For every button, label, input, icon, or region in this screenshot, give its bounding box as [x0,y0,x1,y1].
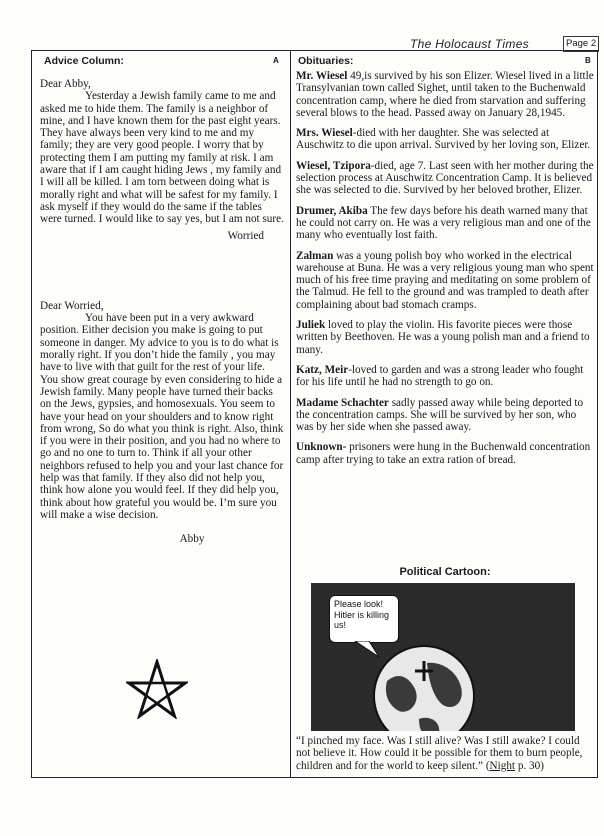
obituary-entry: Wiesel, Tzipora-died, age 7. Last seen with her mother during the selection process at Auschwitz Concentration Camp. It is believed she was selected to die. Survived by her beloved brother, Elizer. [296,159,594,197]
letter1-body: Yesterday a Jewish family came to me and asked me to hide them. The family is a neighbor of mine, and I have known them for the past eight years. They have always been very kind to me and my family; they are very good people. I worry that by protecting them I am putting my family at risk. I am aware that if I am caught hiding Jews , my family and I will all be killed. I am torn between doing what is morally right and what will be safest for my family. I ask myself if they would do the same if the tables were turned. I would like to say yes, but I am not sure. [40,90,284,226]
column-divider [290,51,291,777]
obituaries-letter: B [585,56,591,65]
obituary-entry: Unknown- prisoners were hung in the Buchenwald concentration camp after trying to take an extra ration of bread. [296,441,591,466]
advice-column-letter: A [273,56,279,65]
letter2-signature: Abby [179,533,205,546]
political-cartoon-title: Political Cartoon: [399,566,491,578]
obituaries-list [296,70,594,474]
pentagram-star-icon [126,659,188,719]
page-frame [31,50,598,778]
obituary-entry: Juliek loved to play the violin. His favorite pieces were those written by Beethoven. He was a young polish man and a friend to many. [296,319,590,356]
obituary-entry: Drumer, Akiba The few days before his death warned many that he could not carry on. He was a very religious man and one of the many who eventually lost faith. [296,204,591,242]
political-cartoon-image [311,583,575,731]
speech-bubble: Please look! Hitler is killing us! [329,595,399,643]
advice-column-heading: Advice Column: [44,55,124,67]
advice-column [40,78,284,546]
globe-icon [369,641,479,731]
obituary-entry: Mrs. Wiesel-died with her daughter. She was selected at Auschwitz to die upon arrival. Survived by her loving son, Elizer. [296,127,591,152]
book-title: Night [489,759,516,772]
obituary-entry: Zalman was a young polish boy who worked in the electrical warehouse at Buna. He was a very religious young man who spent much of his free time praying and meditating on some problem of the Talmud. He fell to the ground and was trampled to death after complaining about bad stomach cramps. [296,249,594,311]
page-number: Page 2 [563,36,599,52]
spacer [40,242,284,300]
cartoon-caption: “I pinched my face. Was I still alive? Was I still awake? I could not believe it. How could it be possible for them to burn people, children and for the world to keep silent.” (Night p. 30) [296,735,583,772]
obituary-entry: Mr. Wiesel 49,is survived by his son Elizer. Wiesel lived in a little Transylvanian town called Sighet, until taken to the Buchenwald concentration camp, where he died from starvation and suffering several blows to the head. Passed away on January 28,1945. [296,70,594,119]
letter1-signature: Worried [227,229,264,242]
letter1-salutation: Dear Abby, [40,78,91,90]
obituary-entry: Madame Schachter sadly passed away while being deported to the concentration camps. She will be survived by her son, who was by her side when she passed away. [296,396,584,434]
obituaries-heading: Obituaries: [298,55,354,67]
letter2-body: You have been put in a very awkward position. Either decision you make is going to put someone in danger. My advice to you is to do what is morally right. If you don’t hide the family , you may have to live with that guilt for the rest of your life. You show great courage by even considering to hide a Jewish family. Many people have turned their backs on the Jews, gypsies, and homosexuals. You seem to have your head on your shoulders and to know right from wrong, So do what you think is right. Also, think if you were in their position, and you had no where to go and no one to turn to. Think if all your other neighbors refused to help you and your last chance for help was that family. If they also did not help you, think how alone you would feel. If they did help you, think about how grateful you would be. I’m sure you will make a wise decision. [40,312,284,521]
letter2-salutation: Dear Worried, [40,299,104,312]
newspaper-title: The Holocaust Times [410,37,529,51]
obituary-entry: Katz, Meir-loved to garden and was a strong leader who fought for his life until he had no strength to go on. [296,363,584,389]
